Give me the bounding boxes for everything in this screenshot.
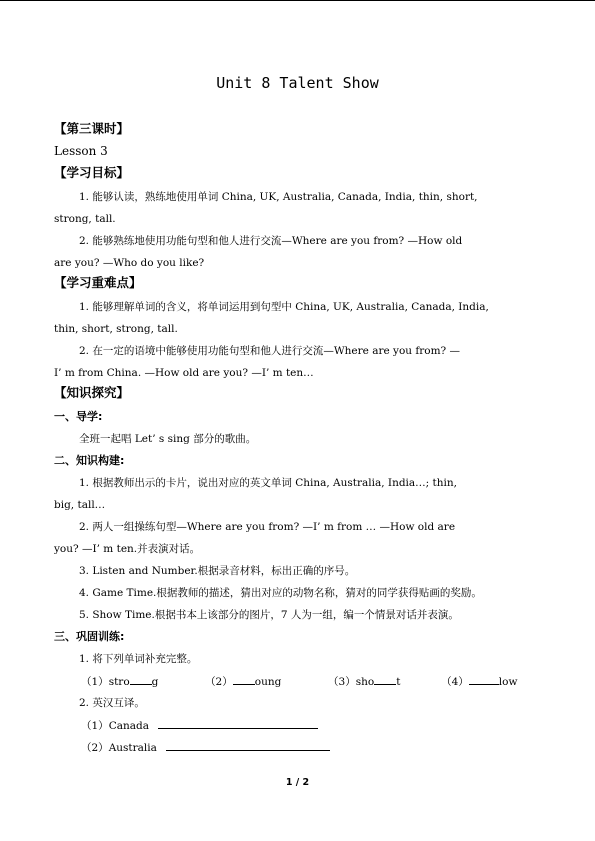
knowledge-item-1: 1. 根据教师出示的卡片，说出对应的英文单词 China, Australia, India…; thin, — [79, 477, 457, 489]
objective-1: 1. 能够认读，熟练地使用单词 China, UK, Australia, Canada, India, thin, short, — [79, 191, 478, 203]
page-top-border — [0, 0, 595, 1]
key-point-2: 2. 在一定的语境中能够使用功能句型和他人进行交流—Where are you from? — — [79, 345, 461, 357]
section-header-exploration: 【知识探究】 — [54, 385, 130, 400]
guide-text: 全班一起唱 Let’ s sing 部分的歌曲。 — [79, 433, 257, 445]
page-number: 1 / 2 — [285, 777, 310, 788]
objective-1-cont: strong, tall. — [54, 213, 116, 225]
subsection-knowledge: 二、知识构建: — [54, 454, 125, 467]
knowledge-item-5: 5. Show Time.根据书本上该部分的图片，7 人为一组，编一个情景对话并表演。 — [79, 609, 459, 621]
translation-item: （2）Australia — [81, 740, 330, 755]
fill-blank[interactable] — [374, 674, 396, 685]
knowledge-item-3: 3. Listen and Number.根据录音材料，标出正确的序号。 — [79, 565, 356, 577]
knowledge-item-2-cont: you? —I’ m ten.并表演对话。 — [54, 543, 201, 555]
section-header-lesson-period: 【第三课时】 — [54, 121, 130, 136]
word-completion-row — [81, 674, 517, 689]
practice-task-1: 1. 将下列单词补充完整。 — [79, 653, 198, 665]
document-title: Unit 8 Talent Show — [216, 74, 379, 92]
fill-blank[interactable] — [130, 674, 152, 685]
translation-item: （1）Canada — [81, 718, 318, 733]
subsection-practice: 三、巩固训练: — [54, 630, 125, 643]
answer-line[interactable] — [166, 740, 330, 751]
key-point-1: 1. 能够理解单词的含义，将单词运用到句型中 China, UK, Australia, Canada, India, — [79, 301, 489, 313]
section-header-key-points: 【学习重难点】 — [54, 275, 142, 290]
key-point-1-cont: thin, short, strong, tall. — [54, 323, 178, 335]
objective-2-cont: are you? —Who do you like? — [54, 257, 205, 269]
answer-line[interactable] — [158, 718, 318, 729]
fill-blank[interactable] — [233, 674, 255, 685]
word-blank-item: （3）sho t — [328, 676, 401, 688]
fill-blank[interactable] — [469, 674, 499, 685]
subsection-guide: 一、导学: — [54, 410, 103, 423]
key-point-2-cont: I’ m from China. —How old are you? —I’ m ten… — [54, 367, 314, 379]
knowledge-item-4: 4. Game Time.根据教师的描述，猜出对应的动物名称，猜对的同学获得贴画的奖励。 — [79, 587, 482, 599]
word-blank-item: （4） low — [441, 676, 518, 688]
word-blank-item: （1）stro g — [81, 676, 159, 688]
lesson-label: Lesson 3 — [54, 144, 108, 158]
word-blank-item: （2） oung — [205, 676, 282, 688]
knowledge-item-1-cont: big, tall… — [54, 499, 106, 511]
objective-2: 2. 能够熟练地使用功能句型和他人进行交流—Where are you from? —How old — [79, 235, 463, 247]
knowledge-item-2: 2. 两人一组操练句型—Where are you from? —I’ m from … —How old are — [79, 521, 456, 533]
practice-task-2: 2. 英汉互译。 — [79, 697, 145, 709]
section-header-objectives: 【学习目标】 — [54, 165, 130, 180]
